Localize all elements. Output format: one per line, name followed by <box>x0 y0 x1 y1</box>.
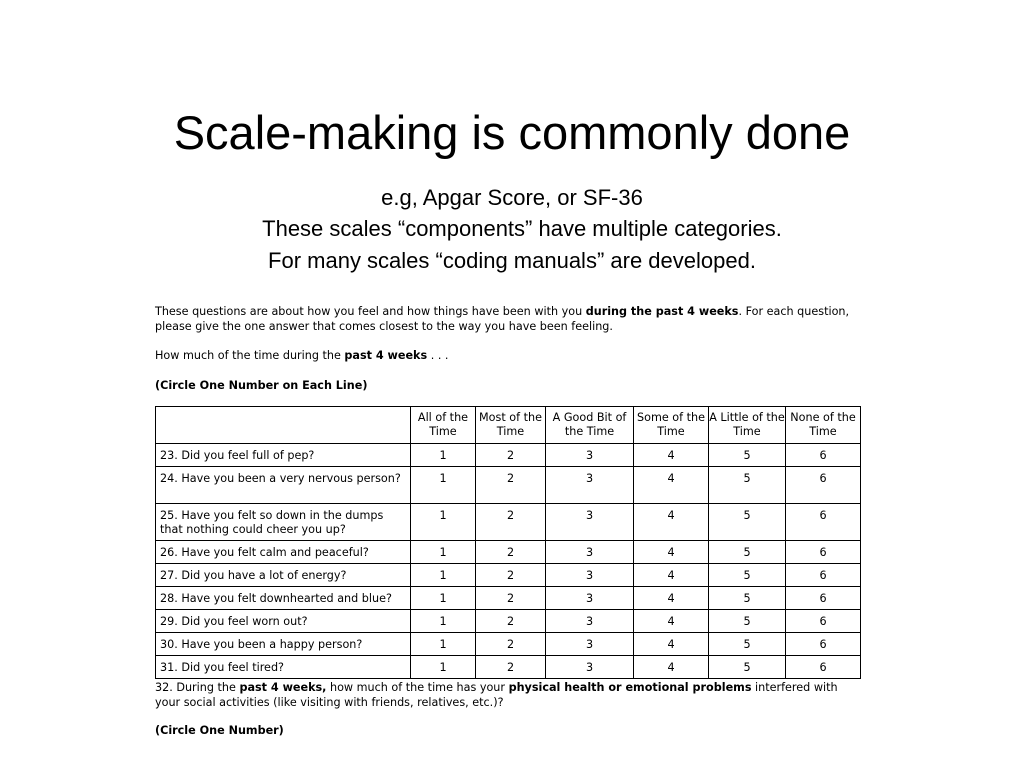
response-option[interactable]: 2 <box>476 587 546 610</box>
response-option[interactable]: 2 <box>476 504 546 541</box>
grid-header-blank <box>156 407 411 444</box>
response-option[interactable]: 3 <box>546 504 634 541</box>
question-label: 30. Have you been a happy person? <box>156 633 411 656</box>
table-row <box>156 467 861 504</box>
response-option[interactable]: 1 <box>411 444 476 467</box>
subtitle-components: These scales “components” have multiple categories. <box>262 216 782 241</box>
response-option[interactable]: 4 <box>634 587 709 610</box>
grid-header-cell: Most of the Time <box>476 407 546 444</box>
response-option[interactable]: 4 <box>634 633 709 656</box>
grid-header-cell: Some of the Time <box>634 407 709 444</box>
response-option[interactable]: 1 <box>411 587 476 610</box>
response-option[interactable]: 4 <box>634 564 709 587</box>
intro-text-a: These questions are about how you feel and how things have been with you <box>155 305 586 318</box>
circle-one-instruction: (Circle One Number) <box>155 724 284 737</box>
intro-text-bold: during the past 4 weeks <box>585 305 739 318</box>
table-row <box>156 541 861 564</box>
q32-text-a: 32. During the <box>155 681 240 694</box>
response-option[interactable]: 5 <box>709 541 786 564</box>
grid-header-cell: None of the Time <box>786 407 861 444</box>
response-option[interactable]: 6 <box>786 656 861 679</box>
response-option[interactable]: 1 <box>411 610 476 633</box>
response-option[interactable]: 5 <box>709 504 786 541</box>
question-stem <box>155 348 860 363</box>
response-option[interactable]: 4 <box>634 656 709 679</box>
slide-title: Scale-making is commonly done <box>173 106 851 159</box>
q32-text-c: interfered with your social activities (like visiting with friends, relatives, etc.)? <box>155 681 838 709</box>
question-label: 25. Have you felt so down in the dumps that nothing could cheer you up? <box>156 504 411 541</box>
survey-intro <box>155 304 860 336</box>
response-option[interactable]: 3 <box>546 467 634 504</box>
response-option[interactable]: 6 <box>786 610 861 633</box>
grid-header-cell: All of the Time <box>411 407 476 444</box>
stem-text-b: . . . <box>427 349 449 362</box>
response-option[interactable]: 3 <box>546 587 634 610</box>
question-label: 24. Have you been a very nervous person? <box>156 467 411 504</box>
response-option[interactable]: 6 <box>786 467 861 504</box>
response-option[interactable]: 5 <box>709 444 786 467</box>
response-option[interactable]: 6 <box>786 541 861 564</box>
subtitle-coding-manuals: For many scales “coding manuals” are developed. <box>268 248 756 273</box>
response-option[interactable]: 5 <box>709 564 786 587</box>
table-row <box>156 504 861 541</box>
response-option[interactable]: 3 <box>546 633 634 656</box>
response-option[interactable]: 1 <box>411 467 476 504</box>
response-option[interactable]: 2 <box>476 656 546 679</box>
response-option[interactable]: 2 <box>476 610 546 633</box>
grid-header-row <box>156 407 861 444</box>
table-row <box>156 610 861 633</box>
question-label: 28. Have you felt downhearted and blue? <box>156 587 411 610</box>
question-label: 23. Did you feel full of pep? <box>156 444 411 467</box>
response-option[interactable]: 5 <box>709 467 786 504</box>
question-32 <box>155 680 860 738</box>
response-option[interactable]: 3 <box>546 610 634 633</box>
response-option[interactable]: 4 <box>634 610 709 633</box>
response-option[interactable]: 6 <box>786 504 861 541</box>
response-option[interactable]: 6 <box>786 564 861 587</box>
response-option[interactable]: 6 <box>786 444 861 467</box>
response-grid <box>155 406 861 679</box>
q32-text-bold-1: past 4 weeks, <box>239 681 327 694</box>
grid-header-cell: A Little of the Time <box>709 407 786 444</box>
stem-text-bold: past 4 weeks <box>344 349 428 362</box>
response-option[interactable]: 2 <box>476 467 546 504</box>
survey-instructions <box>155 304 860 393</box>
response-option[interactable]: 4 <box>634 504 709 541</box>
response-option[interactable]: 4 <box>634 467 709 504</box>
table-row <box>156 633 861 656</box>
table-row <box>156 564 861 587</box>
response-option[interactable]: 5 <box>709 656 786 679</box>
q32-text-bold-2: physical health or emotional problems <box>508 681 752 694</box>
stem-text-a: How much of the time during the <box>155 349 345 362</box>
response-option[interactable]: 6 <box>786 587 861 610</box>
circle-instruction: (Circle One Number on Each Line) <box>155 379 368 392</box>
response-option[interactable]: 2 <box>476 564 546 587</box>
response-option[interactable]: 4 <box>634 541 709 564</box>
response-option[interactable]: 5 <box>709 610 786 633</box>
response-option[interactable]: 6 <box>786 633 861 656</box>
response-option[interactable]: 2 <box>476 444 546 467</box>
response-option[interactable]: 1 <box>411 656 476 679</box>
table-row <box>156 587 861 610</box>
response-option[interactable]: 1 <box>411 504 476 541</box>
grid-header-cell: A Good Bit of the Time <box>546 407 634 444</box>
response-option[interactable]: 2 <box>476 541 546 564</box>
response-option[interactable]: 5 <box>709 633 786 656</box>
question-label: 26. Have you felt calm and peaceful? <box>156 541 411 564</box>
subtitle-examples: e.g, Apgar Score, or SF-36 <box>381 185 643 210</box>
response-option[interactable]: 5 <box>709 587 786 610</box>
response-option[interactable]: 1 <box>411 541 476 564</box>
question-label: 27. Did you have a lot of energy? <box>156 564 411 587</box>
table-row <box>156 444 861 467</box>
response-option[interactable]: 4 <box>634 444 709 467</box>
response-option[interactable]: 3 <box>546 444 634 467</box>
intro-text-b: . For each question, please give the one answer that comes closest to the way you have been feeling. <box>155 305 850 333</box>
response-option[interactable]: 3 <box>546 541 634 564</box>
question-label: 31. Did you feel tired? <box>156 656 411 679</box>
response-option[interactable]: 3 <box>546 656 634 679</box>
table-row <box>156 656 861 679</box>
response-option[interactable]: 3 <box>546 564 634 587</box>
question-label: 29. Did you feel worn out? <box>156 610 411 633</box>
response-option[interactable]: 1 <box>411 633 476 656</box>
q32-text-b: how much of the time has your <box>326 681 509 694</box>
response-option[interactable]: 2 <box>476 633 546 656</box>
response-option[interactable]: 1 <box>411 564 476 587</box>
question-32-text <box>155 680 860 710</box>
